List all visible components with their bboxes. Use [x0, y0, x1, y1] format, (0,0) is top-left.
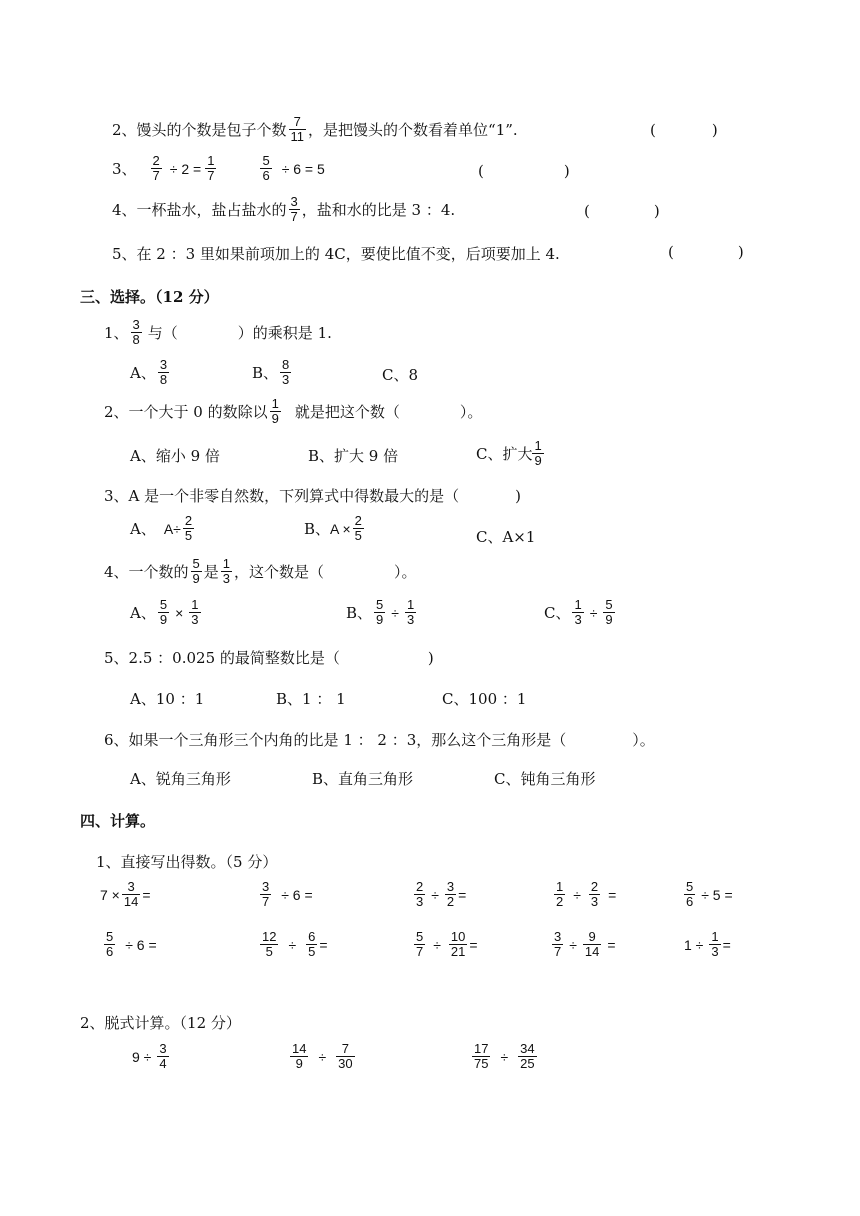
fraction: $\frac{2}{3}$ — [416, 879, 424, 909]
choice-q4-option-b[interactable]: B、 $\frac{5}{9}$ ÷ $\frac{1}{3}$ — [346, 597, 415, 627]
choice-q4-option-c[interactable]: C、 $\frac{1}{3}$ ÷ $\frac{5}{9}$ — [544, 597, 613, 627]
calc-expr: 9 ÷ $\frac{3}{4}$ — [132, 1041, 167, 1071]
fraction: $\frac{5}{9}$ — [192, 556, 200, 586]
answer-blank[interactable]: ( ) — [478, 162, 570, 180]
choice-q1: 1、 $\frac{3}{8}$ 与（ ）的乘积是 1. — [104, 317, 332, 347]
fraction: $\frac{2}{5}$ — [354, 513, 362, 543]
fraction: $\frac{5}{7}$ — [416, 929, 424, 959]
section-title-choice: 三、选择。（12 分） — [80, 288, 219, 306]
fraction: $\frac{3}{14}$ — [123, 879, 139, 909]
fraction: $\frac{8}{3}$ — [282, 357, 290, 387]
calc-part2-title: 2、脱式计算。（12 分） — [80, 1014, 241, 1032]
calc-expr: 7 × $\frac{3}{14}$ = — [100, 879, 151, 909]
fraction: $\frac{1}{7}$ — [207, 153, 215, 183]
choice-q1-option-a[interactable]: A、 $\frac{3}{8}$ — [130, 357, 168, 387]
fraction: $\frac{14}{9}$ — [292, 1041, 307, 1071]
fraction: $\frac{1}{9}$ — [271, 396, 279, 426]
choice-q2-option-c[interactable]: C、扩大 $\frac{1}{9}$ — [476, 438, 542, 468]
fraction: $\frac{7}{30}$ — [338, 1041, 353, 1071]
choice-q5: 5、2.5 ：0.025 的最简整数比是（ ) — [104, 648, 434, 667]
choice-q3-option-a[interactable]: A、 A÷ $\frac{2}{5}$ — [130, 513, 193, 543]
fraction: $\frac{7}{11}$ — [290, 114, 305, 144]
fraction: $\frac{3}{4}$ — [159, 1041, 167, 1071]
judge-q3: 3、 $\frac{2}{7}$ ÷ 2 = $\frac{1}{7}$ $\frac{5}{6}$ ÷ 6 = 5 — [112, 153, 325, 183]
fraction: $\frac{5}{6}$ — [106, 929, 114, 959]
section-title-calc: 四、计算。 — [80, 812, 156, 830]
answer-blank[interactable]: ( ) — [650, 121, 718, 139]
calc-part1-title: 1、直接写出得数。（5 分） — [96, 853, 278, 871]
choice-q6-option-b[interactable]: B、直角三角形 — [312, 770, 414, 788]
fraction: $\frac{9}{14}$ — [584, 929, 600, 959]
fraction: $\frac{34}{25}$ — [520, 1041, 535, 1071]
answer-blank[interactable]: ( ) — [584, 202, 660, 220]
fraction: $\frac{1}{9}$ — [534, 438, 542, 468]
fraction: $\frac{1}{3}$ — [574, 597, 582, 627]
calc-expr: $\frac{2}{3}$ ÷ $\frac{3}{2}$ = — [416, 879, 467, 909]
choice-q2-option-a[interactable]: A、缩小 9 倍 — [130, 447, 220, 465]
fraction: $\frac{1}{3}$ — [406, 597, 415, 627]
fraction: $\frac{5}{9}$ — [159, 597, 168, 627]
judge-q5: 5、在 2 ：3 里如果前项加上的 4C，要使比值不变，后项要加上 4. — [112, 245, 560, 263]
choice-q3-option-c[interactable]: C、A×1 — [476, 528, 536, 546]
choice-q2-option-b[interactable]: B、扩大 9 倍 — [308, 447, 399, 465]
fraction: $\frac{12}{5}$ — [262, 929, 277, 959]
choice-q5-option-a[interactable]: A、10 ：1 — [130, 690, 205, 708]
choice-q3: 3、A 是一个非零自然数，下列算式中得数最大的是（ ) — [104, 486, 522, 505]
choice-q4-option-a[interactable]: A、 $\frac{5}{9}$ × $\frac{1}{3}$ — [130, 597, 199, 627]
fraction: $\frac{10}{21}$ — [450, 929, 466, 959]
calc-expr: $\frac{3}{7}$ ÷ $\frac{9}{14}$ = — [554, 929, 616, 959]
choice-q2: 2、一个大于 0 的数除以 $\frac{1}{9}$ 就是把这个数（ ）。 — [104, 396, 483, 426]
fraction: $\frac{1}{2}$ — [556, 879, 564, 909]
choice-q3-option-b[interactable]: B、 A × $\frac{2}{5}$ — [304, 513, 362, 543]
answer-blank[interactable]: ( ) — [668, 243, 744, 261]
fraction: $\frac{3}{8}$ — [132, 317, 140, 347]
judge-q2-pre: 2、馒头的个数是包子个数 — [112, 121, 287, 139]
fraction: $\frac{5}{6}$ — [262, 153, 270, 183]
choice-q6-option-a[interactable]: A、锐角三角形 — [130, 770, 231, 788]
calc-expr: $\frac{14}{9}$ ÷ $\frac{7}{30}$ — [292, 1041, 353, 1071]
fraction: $\frac{5}{9}$ — [605, 597, 613, 627]
calc-expr: $\frac{5}{6}$ ÷ 5 = — [686, 879, 733, 909]
calc-expr: $\frac{3}{7}$ ÷ 6 = — [262, 879, 313, 909]
fraction: $\frac{3}{2}$ — [446, 879, 455, 909]
fraction: $\frac{3}{8}$ — [159, 357, 168, 387]
calc-expr: $\frac{17}{75}$ ÷ $\frac{34}{25}$ — [474, 1041, 535, 1071]
fraction: $\frac{3}{7}$ — [554, 929, 562, 959]
fraction: $\frac{2}{3}$ — [590, 879, 599, 909]
choice-q6: 6、如果一个三角形三个内角的比是 1 ： 2 ：3，那么这个三角形是（ ）。 — [104, 731, 655, 749]
fraction: $\frac{1}{3}$ — [191, 597, 199, 627]
calc-expr: $\frac{12}{5}$ ÷ $\frac{6}{5}$ = — [262, 929, 328, 959]
fraction: $\frac{3}{7}$ — [262, 879, 270, 909]
fraction: $\frac{2}{5}$ — [184, 513, 193, 543]
fraction: $\frac{1}{3}$ — [222, 556, 231, 586]
fraction: $\frac{5}{6}$ — [686, 879, 694, 909]
fraction: $\frac{5}{9}$ — [376, 597, 384, 627]
choice-q6-option-c[interactable]: C、钝角三角形 — [494, 770, 596, 788]
judge-q4: 4、一杯盐水，盐占盐水的 $\frac{3}{7}$ ，盐和水的比是 3 ：4. — [112, 194, 456, 224]
choice-q1-option-c[interactable]: C、8 — [382, 366, 419, 384]
choice-q4: 4、一个数的 $\frac{5}{9}$ 是 $\frac{1}{3}$ ，这个数是（ ）。 — [104, 556, 417, 586]
calc-expr: $\frac{1}{2}$ ÷ $\frac{2}{3}$ = — [556, 879, 617, 909]
fraction: $\frac{2}{7}$ — [152, 153, 160, 183]
fraction: $\frac{6}{5}$ — [308, 929, 316, 959]
choice-q5-option-c[interactable]: C、100 ：1 — [442, 690, 527, 708]
calc-expr: 1 ÷ $\frac{1}{3}$ = — [684, 929, 731, 959]
choice-q1-option-b[interactable]: B、 $\frac{8}{3}$ — [252, 357, 290, 387]
fraction: $\frac{17}{75}$ — [474, 1041, 489, 1071]
choice-q5-option-b[interactable]: B、1 ： 1 — [276, 690, 346, 708]
calc-expr: $\frac{5}{7}$ ÷ $\frac{10}{21}$ = — [416, 929, 478, 959]
calc-expr: $\frac{5}{6}$ ÷ 6 = — [106, 929, 157, 959]
fraction: $\frac{3}{7}$ — [290, 194, 298, 224]
judge-q2-post: ，是把馒头的个数看着单位“1”. — [308, 121, 518, 139]
fraction: $\frac{1}{3}$ — [711, 929, 719, 959]
judge-q2 — [112, 115, 518, 144]
